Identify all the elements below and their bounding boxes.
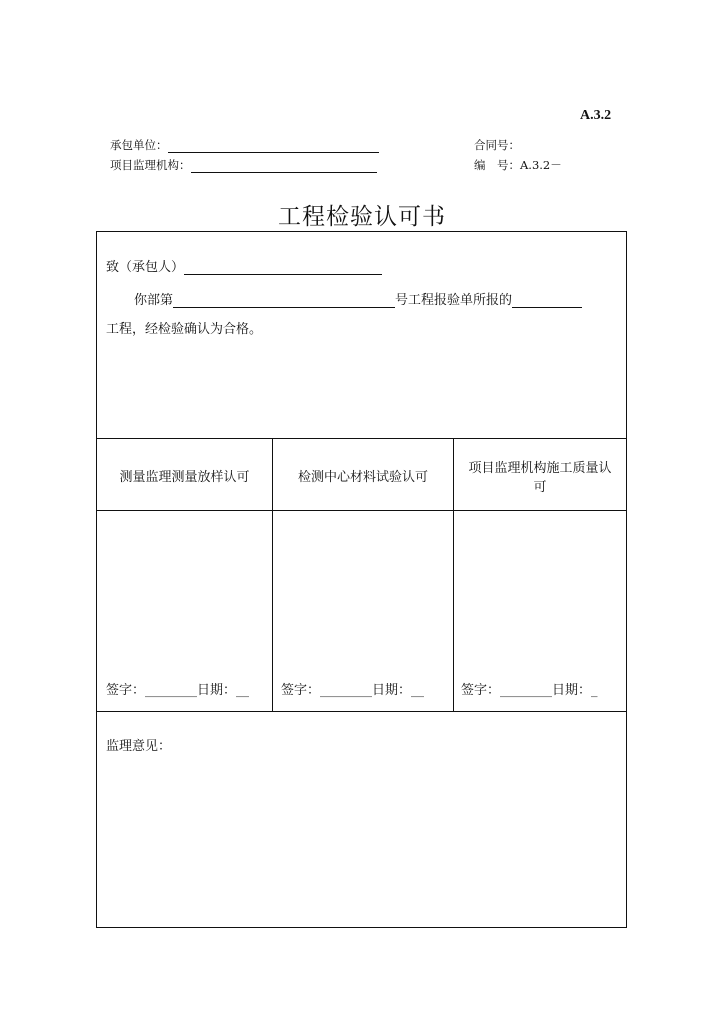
sign-row-1 (106, 679, 249, 698)
to-row (106, 256, 382, 275)
contractor-field[interactable] (168, 139, 379, 153)
divider-3 (97, 711, 626, 712)
col-title-survey: 测量监理测量放样认可 (119, 470, 250, 485)
divider-1 (97, 438, 626, 439)
sign-row-2 (281, 679, 424, 698)
sign-label: 签字： (106, 683, 146, 698)
contractor-row (110, 137, 379, 153)
date-label: 日期： (372, 683, 412, 698)
sign-label: 签字： (281, 683, 321, 698)
form-code: A.3.2 (580, 108, 612, 123)
number-row (474, 157, 562, 173)
supervision-field[interactable] (191, 159, 377, 173)
to-label: 致（承包人） (106, 260, 185, 275)
date-blank[interactable]: __ (236, 683, 250, 698)
sign-blank[interactable]: ________ (500, 683, 553, 698)
date-label: 日期： (197, 683, 237, 698)
sign-blank[interactable]: ________ (145, 683, 198, 698)
report-no-field[interactable] (173, 294, 395, 308)
opinion-label: 监理意见： (106, 739, 172, 754)
divider-2 (97, 510, 626, 511)
date-blank[interactable]: _ (591, 683, 598, 698)
contractor-label: 承包单位： (110, 138, 168, 152)
to-field[interactable] (184, 261, 382, 275)
body-line-2: 工程，经检验确认为合格。 (106, 322, 263, 337)
supervision-row (110, 157, 377, 173)
line1-prefix: 你部第 (134, 293, 174, 308)
col-divider-2 (453, 438, 454, 711)
col-title-lab: 检测中心材料试验认可 (297, 470, 428, 485)
sign-blank[interactable]: ________ (320, 683, 373, 698)
contract-no-label: 合同号： (474, 138, 520, 152)
col-title-quality: 项目监理机构施工质量认可 (468, 461, 612, 495)
date-label: 日期： (552, 683, 592, 698)
form-table (96, 231, 627, 928)
sign-label: 签字： (461, 683, 501, 698)
date-blank[interactable]: __ (411, 683, 425, 698)
number-value: A.3.2－ (520, 158, 562, 172)
number-label: 编 号： (474, 158, 520, 172)
project-field[interactable] (512, 294, 582, 308)
sign-row-3 (461, 679, 598, 698)
supervision-label: 项目监理机构： (110, 158, 191, 172)
line1-middle: 号工程报验单所报的 (395, 293, 513, 308)
body-line-1 (134, 289, 582, 308)
page-title: 工程检验认可书 (278, 204, 446, 230)
